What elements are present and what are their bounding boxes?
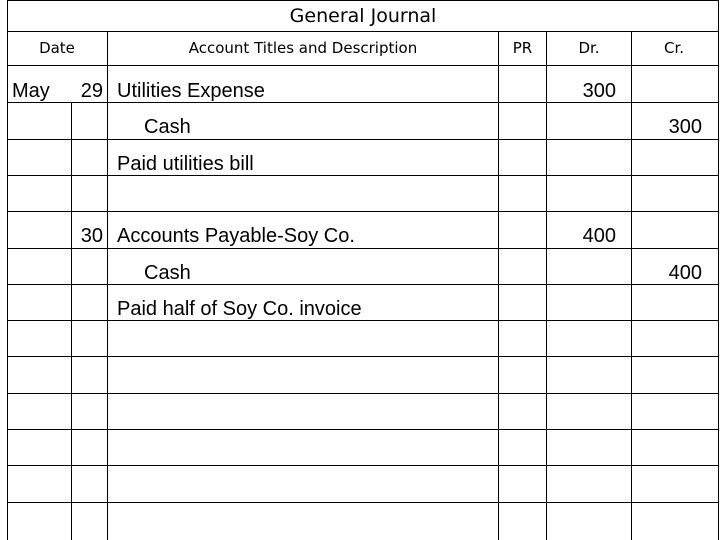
row-rule: [7, 211, 718, 212]
entry-month: May: [12, 80, 50, 102]
header-bottom-rule: [7, 65, 718, 66]
header-pr: PR: [512, 39, 533, 57]
entry-account: Cash: [144, 116, 191, 138]
row-rule: [7, 502, 718, 503]
column-divider: [7, 0, 8, 540]
header-cr: Cr.: [663, 39, 685, 57]
entry-debit: 300: [582, 80, 616, 102]
header-account: Account Titles and Description: [188, 39, 418, 57]
column-divider: [107, 31, 108, 540]
column-divider: [631, 31, 632, 540]
entry-account: Accounts Payable-Soy Co.: [117, 225, 355, 247]
row-rule: [7, 465, 718, 466]
entry-account: Paid utilities bill: [117, 153, 254, 175]
entry-credit: 400: [668, 262, 702, 284]
entry-account: Paid half of Soy Co. invoice: [117, 298, 362, 320]
entry-day: 29: [80, 80, 103, 102]
row-rule: [7, 429, 718, 430]
header-top-rule: [7, 31, 718, 32]
column-divider: [718, 0, 719, 540]
row-rule: [7, 393, 718, 394]
entry-account: Cash: [144, 262, 191, 284]
column-divider: [546, 31, 547, 540]
entry-debit: 400: [582, 225, 616, 247]
column-divider: [71, 102, 72, 540]
journal-title: General Journal: [7, 0, 719, 31]
entry-credit: 300: [668, 116, 702, 138]
entry-day: 30: [80, 225, 103, 247]
entry-account: Utilities Expense: [117, 80, 265, 102]
header-date: Date: [39, 39, 75, 57]
header-dr: Dr.: [578, 39, 600, 57]
row-rule: [7, 356, 718, 357]
